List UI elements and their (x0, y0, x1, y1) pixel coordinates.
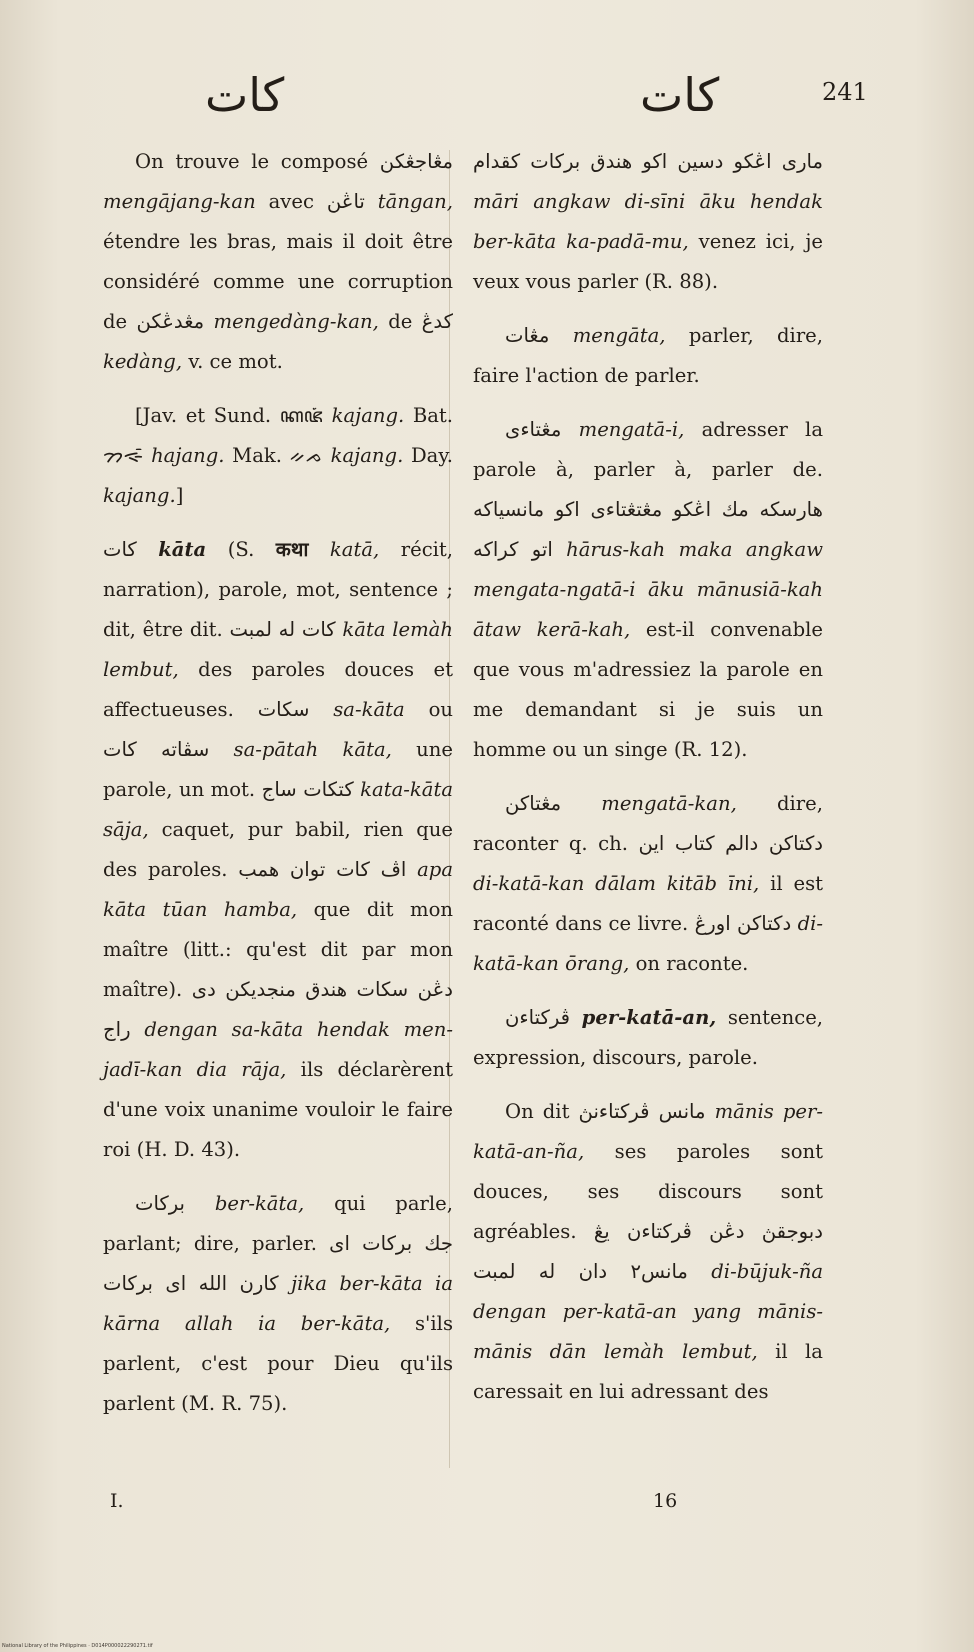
arabic-phrase: مانس ڤركتاءنڽ (578, 1100, 706, 1123)
arabic-phrase: سكات (257, 698, 310, 721)
entry-kata (103, 530, 453, 1170)
headword: kāta (158, 538, 207, 561)
transliteration: ber-kāta, (214, 1192, 305, 1215)
arabic-phrase: مارى اڠكو دسين اكو هندق بركات كقدام (473, 150, 823, 173)
text: est-il convenable que vous m'adressiez la parole en me demandant si je suis un homme ou un singe ( (473, 618, 823, 761)
arabic-word: مڠدڠكن (136, 310, 205, 333)
text: On dit (505, 1100, 570, 1123)
gathering-number: 16 (653, 1490, 678, 1512)
arabic-phrase: جك بركات اى كارن الله اى بركات (103, 1232, 454, 1295)
transliteration: hārus-kah maka angkaw mengata-ngatā-i āku mānusiā-kah ātaw kerā-kah, (473, 538, 823, 641)
left-running-head: كات (205, 68, 285, 122)
arabic-phrase: كتكات ساج (261, 778, 354, 801)
paragraph-compose (103, 142, 453, 382)
arabic-word: مڠتاءى (505, 418, 562, 441)
transliteration: di-katā-kan ōrang, (473, 912, 824, 975)
text: s'ils parlent, c'est pour Dieu qu'ils parlent ( (103, 1312, 453, 1415)
text: 88). (679, 270, 719, 293)
text: que dit mon maître (litt.: qu'est dit par mon maître). (103, 898, 453, 1001)
paragraph-cognates (103, 396, 453, 516)
transliteration: kajang. (103, 484, 176, 507)
text: 75). (248, 1392, 288, 1415)
text: parler, dire, faire l'action de parler. (473, 324, 824, 387)
text: étendre les bras, mais il doit être considéré comme une corruption de (103, 230, 453, 333)
transliteration: kāta lemàh lembut, (103, 618, 453, 681)
right-running-head: كات (640, 68, 720, 122)
text: il la caressait en lui adressant des (473, 1340, 823, 1403)
transliteration: dengan sa-kāta hendak men-jadī-kan dia rāja, (103, 1018, 453, 1081)
transliteration: tāngan, (377, 190, 454, 213)
arabic-word: مڠات (505, 324, 550, 347)
text: avec (268, 190, 314, 213)
source-reference: R. (652, 270, 674, 293)
transliteration: mengedàng-kan, (213, 310, 379, 333)
text: 12). (708, 738, 748, 761)
headword-arabic: كات (103, 538, 137, 561)
text: ou (428, 698, 453, 721)
arabic-word: مڠاجڠكن (379, 150, 454, 173)
arabic-phrase: اڤ كات توان همب (238, 858, 407, 881)
text: Bat. (412, 404, 454, 427)
transliteration: katā, (329, 538, 380, 561)
transliteration: mengāta, (572, 324, 666, 347)
transliteration: mānis per-katā-an-ña, (473, 1100, 823, 1163)
text: ses paroles sont douces, ses discours sont agréables. (473, 1140, 823, 1243)
entry-mengata-i (473, 410, 823, 770)
headword: per-katā-an, (581, 1006, 717, 1029)
entry-per-kata-an (473, 998, 823, 1078)
source-reference: M. R. (188, 1392, 243, 1415)
transliteration: hajang. (151, 444, 225, 467)
transliteration: mengājang-kan (103, 190, 256, 213)
text: des paroles douces et affectueuses. (103, 658, 453, 721)
text: on raconte. (635, 952, 749, 975)
text: dire, raconter q. ch. (473, 792, 823, 855)
arabic-word: تاڠن (326, 190, 365, 213)
text: [Jav. et Sund. (135, 404, 272, 427)
text: ils déclarèrent d'une voix unanime vouloir le faire roi ( (103, 1058, 453, 1161)
transliteration: apa kāta tūan hamba, (103, 858, 453, 921)
left-column (103, 142, 453, 1438)
signature-mark: I. (110, 1490, 124, 1512)
source-reference: H. D. (144, 1138, 196, 1161)
transliteration: mengatā-i, (578, 418, 685, 441)
javanese-script: ꦏꦗꦁ (279, 404, 324, 427)
makassar-script: ᨀᨍ (289, 444, 323, 467)
arabic-phrase: دبوجقڽ دڠن ڤركتاءن يڠ مانس٢ دان له لمبت (473, 1220, 823, 1283)
entry-mengata-kan (473, 784, 823, 984)
entry-mengata (473, 316, 823, 396)
text: une parole, un mot. (103, 738, 453, 801)
sanskrit-word: कथा (275, 538, 309, 561)
arabic-word: مڠتاكن (505, 792, 562, 815)
text: caquet, pur babil, rien que des paroles. (103, 818, 454, 881)
transliteration: kedàng, (103, 350, 183, 373)
text: Day. (410, 444, 454, 467)
arabic-word: كدڠ (421, 310, 453, 333)
transliteration: di-katā-kan dālam kitāb īni, (473, 872, 760, 895)
transliteration: jika ber-kāta ia kārna allah ia ber-kāta, (103, 1272, 453, 1335)
transliteration: di-būjuk-ña dengan per-katā-an yang mānis-mānis dān lemàh lembut, (473, 1260, 824, 1363)
text: ] (175, 484, 184, 507)
text: (S. (227, 538, 255, 561)
source-reference: R. (681, 738, 703, 761)
arabic-phrase: دڠن سكات هندق منجديكن دى راج (103, 978, 453, 1041)
text: Mak. (232, 444, 283, 467)
text: sentence, expression, discours, parole. (473, 1006, 824, 1069)
scan-credit: National Library of the Philippines · D014P000022290271.tif (2, 1643, 153, 1649)
transliteration: kata-kāta sāja, (103, 778, 454, 841)
text: récit, narration), parole, mot, sentence ; dit, être dit. (103, 538, 454, 641)
arabic-phrase: هارسكه مك اڠكو مڠتڠتاءى اكو مانسياكه اتو كراكه (473, 498, 823, 561)
entry-continuation (473, 142, 823, 302)
arabic-phrase: دكتاكن دالم كتاب اين (638, 832, 824, 855)
transliteration: sa-kāta (333, 698, 405, 721)
text: v. ce mot. (188, 350, 283, 373)
arabic-word: بركات (135, 1192, 186, 1215)
text: de (388, 310, 413, 333)
transliteration: kajang. (330, 444, 404, 467)
text: 43). (201, 1138, 241, 1161)
text: On trouve le composé (135, 150, 369, 173)
right-column (473, 142, 823, 1426)
arabic-phrase: دكتاكن اورڠ (694, 912, 792, 935)
text: adresser la parole à, parler à, parler de. (473, 418, 823, 481)
text: venez ici, je veux vous parler ( (473, 230, 823, 293)
page-number: 241 (822, 78, 868, 106)
arabic-word: ڤركتاءن (505, 1006, 570, 1029)
transliteration: mengatā-kan, (601, 792, 737, 815)
entry-ber-kata (103, 1184, 453, 1424)
arabic-phrase: كات له لمبت (229, 618, 336, 641)
entry-on-dit (473, 1092, 823, 1412)
text: il est raconté dans ce livre. (473, 872, 824, 935)
batak-script: ᯂᯐᯰ (103, 444, 144, 467)
transliteration: kajang. (331, 404, 405, 427)
text: qui parle, parlant; dire, parler. (103, 1192, 453, 1255)
transliteration: sa-pātah kāta, (233, 738, 392, 761)
arabic-phrase: سڤاته كات (103, 738, 210, 761)
transliteration: māri angkaw di-sīni āku hendak ber-kāta ka-padā-mu, (473, 190, 823, 253)
